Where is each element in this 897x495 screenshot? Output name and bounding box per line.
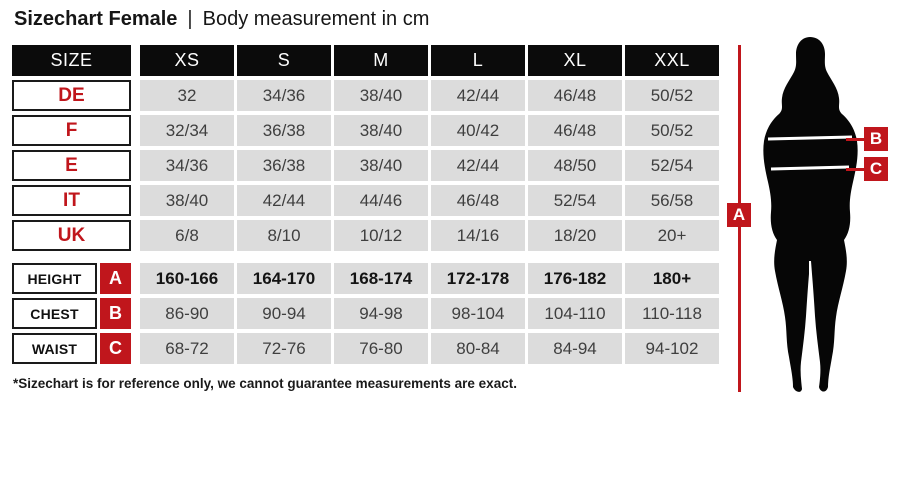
table-header-row (12, 45, 719, 76)
row-label-uk: UK (12, 220, 131, 251)
value-cell: 34/36 (140, 150, 234, 181)
value-cell: 98-104 (431, 298, 525, 329)
value-cell: 84-94 (528, 333, 622, 364)
row-label-f: F (12, 115, 131, 146)
row-label-e: E (12, 150, 131, 181)
chest-connector-line (846, 138, 864, 141)
chest-measure-line (768, 137, 852, 139)
footnote: *Sizechart is for reference only, we cannot guarantee measurements are exact. (13, 376, 517, 391)
header-cell-m: M (334, 45, 428, 76)
marker-badge-c: C (100, 333, 131, 364)
value-cell: 72-76 (237, 333, 331, 364)
header-cell-s: S (237, 45, 331, 76)
row-label-height: HEIGHT (12, 263, 97, 294)
value-cell: 36/38 (237, 115, 331, 146)
value-cell: 104-110 (528, 298, 622, 329)
value-cell: 38/40 (334, 115, 428, 146)
waist-measure-line (771, 167, 849, 169)
value-cell: 40/42 (431, 115, 525, 146)
value-cell: 46/48 (431, 185, 525, 216)
marker-badge-a: A (100, 263, 131, 294)
value-cell: 10/12 (334, 220, 428, 251)
row-label-chest: CHEST (12, 298, 97, 329)
table-row-waist (12, 333, 719, 364)
value-cell: 42/44 (431, 150, 525, 181)
value-cell: 164-170 (237, 263, 331, 294)
value-cell: 34/36 (237, 80, 331, 111)
page-title (14, 8, 429, 31)
value-cell: 8/10 (237, 220, 331, 251)
value-cell: 42/44 (237, 185, 331, 216)
value-cell: 32/34 (140, 115, 234, 146)
value-cell: 32 (140, 80, 234, 111)
row-label-waist: WAIST (12, 333, 97, 364)
value-cell: 90-94 (237, 298, 331, 329)
value-cell: 176-182 (528, 263, 622, 294)
value-cell: 14/16 (431, 220, 525, 251)
value-cell: 52/54 (625, 150, 719, 181)
waist-connector-line (846, 168, 864, 171)
value-cell: 6/8 (140, 220, 234, 251)
value-cell: 38/40 (334, 80, 428, 111)
value-cell: 80-84 (431, 333, 525, 364)
table-row-f (12, 115, 719, 146)
value-cell: 160-166 (140, 263, 234, 294)
value-cell: 50/52 (625, 115, 719, 146)
value-cell: 56/58 (625, 185, 719, 216)
header-cell-size: SIZE (12, 45, 131, 76)
value-cell: 172-178 (431, 263, 525, 294)
value-cell: 46/48 (528, 80, 622, 111)
value-cell: 38/40 (334, 150, 428, 181)
figure-marker-b: B (864, 127, 888, 151)
header-cell-xxl: XXL (625, 45, 719, 76)
value-cell: 42/44 (431, 80, 525, 111)
value-cell: 44/46 (334, 185, 428, 216)
size-chart-table (12, 45, 719, 368)
value-cell: 46/48 (528, 115, 622, 146)
value-cell: 94-98 (334, 298, 428, 329)
title-subtitle: Body measurement in cm (202, 8, 430, 30)
table-row-uk (12, 220, 719, 251)
marker-badge-b: B (100, 298, 131, 329)
value-cell: 52/54 (528, 185, 622, 216)
title-brand: Sizechart Female (14, 8, 178, 30)
table-row-e (12, 150, 719, 181)
value-cell: 50/52 (625, 80, 719, 111)
value-cell: 110-118 (625, 298, 719, 329)
table-row-it (12, 185, 719, 216)
value-cell: 36/38 (237, 150, 331, 181)
row-label-de: DE (12, 80, 131, 111)
row-label-it: IT (12, 185, 131, 216)
title-separator: | (187, 8, 193, 30)
value-cell: 48/50 (528, 150, 622, 181)
header-cell-xl: XL (528, 45, 622, 76)
value-cell: 86-90 (140, 298, 234, 329)
value-cell: 180+ (625, 263, 719, 294)
table-row-height (12, 263, 719, 294)
value-cell: 18/20 (528, 220, 622, 251)
value-cell: 68-72 (140, 333, 234, 364)
table-row-de (12, 80, 719, 111)
table-row-chest (12, 298, 719, 329)
figure-marker-a: A (727, 203, 751, 227)
female-silhouette (752, 36, 868, 396)
header-cell-l: L (431, 45, 525, 76)
value-cell: 168-174 (334, 263, 428, 294)
header-cell-xs: XS (140, 45, 234, 76)
figure-marker-c: C (864, 157, 888, 181)
value-cell: 20+ (625, 220, 719, 251)
value-cell: 38/40 (140, 185, 234, 216)
value-cell: 76-80 (334, 333, 428, 364)
value-cell: 94-102 (625, 333, 719, 364)
